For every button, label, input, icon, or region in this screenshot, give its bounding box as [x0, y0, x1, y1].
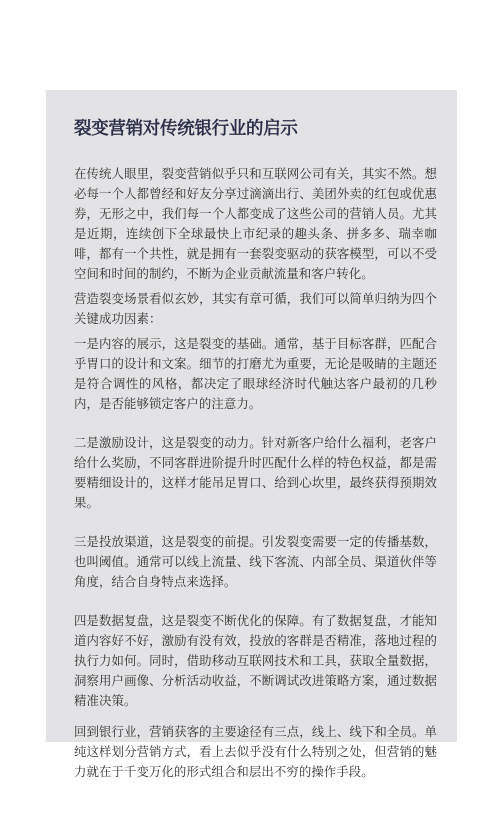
paragraph-banking: 回到银行业，营销获客的主要途径有三点，线上、线下和全员。单纯这样划分营销方式，看上去似乎没有什么特别之处，但营销的魅力就在于千变万化的形式组合和层出不穷的操作手段。 [74, 724, 437, 779]
paragraph-key-factors: 营造裂变场景看似玄妙，其实有章可循，我们可以简单归纳为四个关键成功因素： [74, 291, 437, 326]
document-page [46, 90, 457, 779]
paragraph-incentive-design: 二是激励设计，这是裂变的动力。针对新客户给什么福利，老客户给什么奖励，不同客群进阶提升时匹配什么样的特色权益，都是需要精细设计的，这样才能吊足胃口、给到心坎里，最终获得预期效果。 [74, 435, 437, 510]
paragraph-content-display: 一是内容的展示，这是裂变的基础。通常，基于目标客群，匹配合乎胃口的设计和文案。细节的打磨尤为重要，无论是吸睛的主题还是符合调性的风格，都决定了眼球经济时代触达客户最初的几秒内，是否能够锁定客户的注意力。 [74, 336, 437, 411]
paragraph-channels: 三是投放渠道，这是裂变的前提。引发裂变需要一定的传播基数，也叫阈值。通常可以线上流量、线下客流、内部全员、渠道伙伴等角度，结合自身特点来选择。 [74, 534, 437, 589]
paragraph-data-review: 四是数据复盘，这是裂变不断优化的保障。有了数据复盘，才能知道内容好不好，激励有没有效，投放的客群是否精准，落地过程的执行力如何。同时，借助移动互联网技术和工具，获取全量数据，洞察用户画像、分析活动收益，不断调试改进策略方案，通过数据精准决策。 [74, 613, 437, 708]
paragraph-intro: 在传统人眼里，裂变营销似乎只和互联网公司有关，其实不然。想必每一个人都曾经和好友分享过滴滴出行、美团外卖的红包或优惠券，无形之中，我们每一个人都变成了这些公司的营销人员。尤其是近期，连续创下全球最快上市纪录的趣头条、拼多多、瑞幸咖啡，都有一个共性，就是拥有一套裂变驱动的获客模型，可以不受空间和时间的制约，不断为企业贡献流量和客户转化。 [74, 166, 437, 281]
document-title: 裂变营销对传统银行业的启示 [74, 119, 298, 139]
